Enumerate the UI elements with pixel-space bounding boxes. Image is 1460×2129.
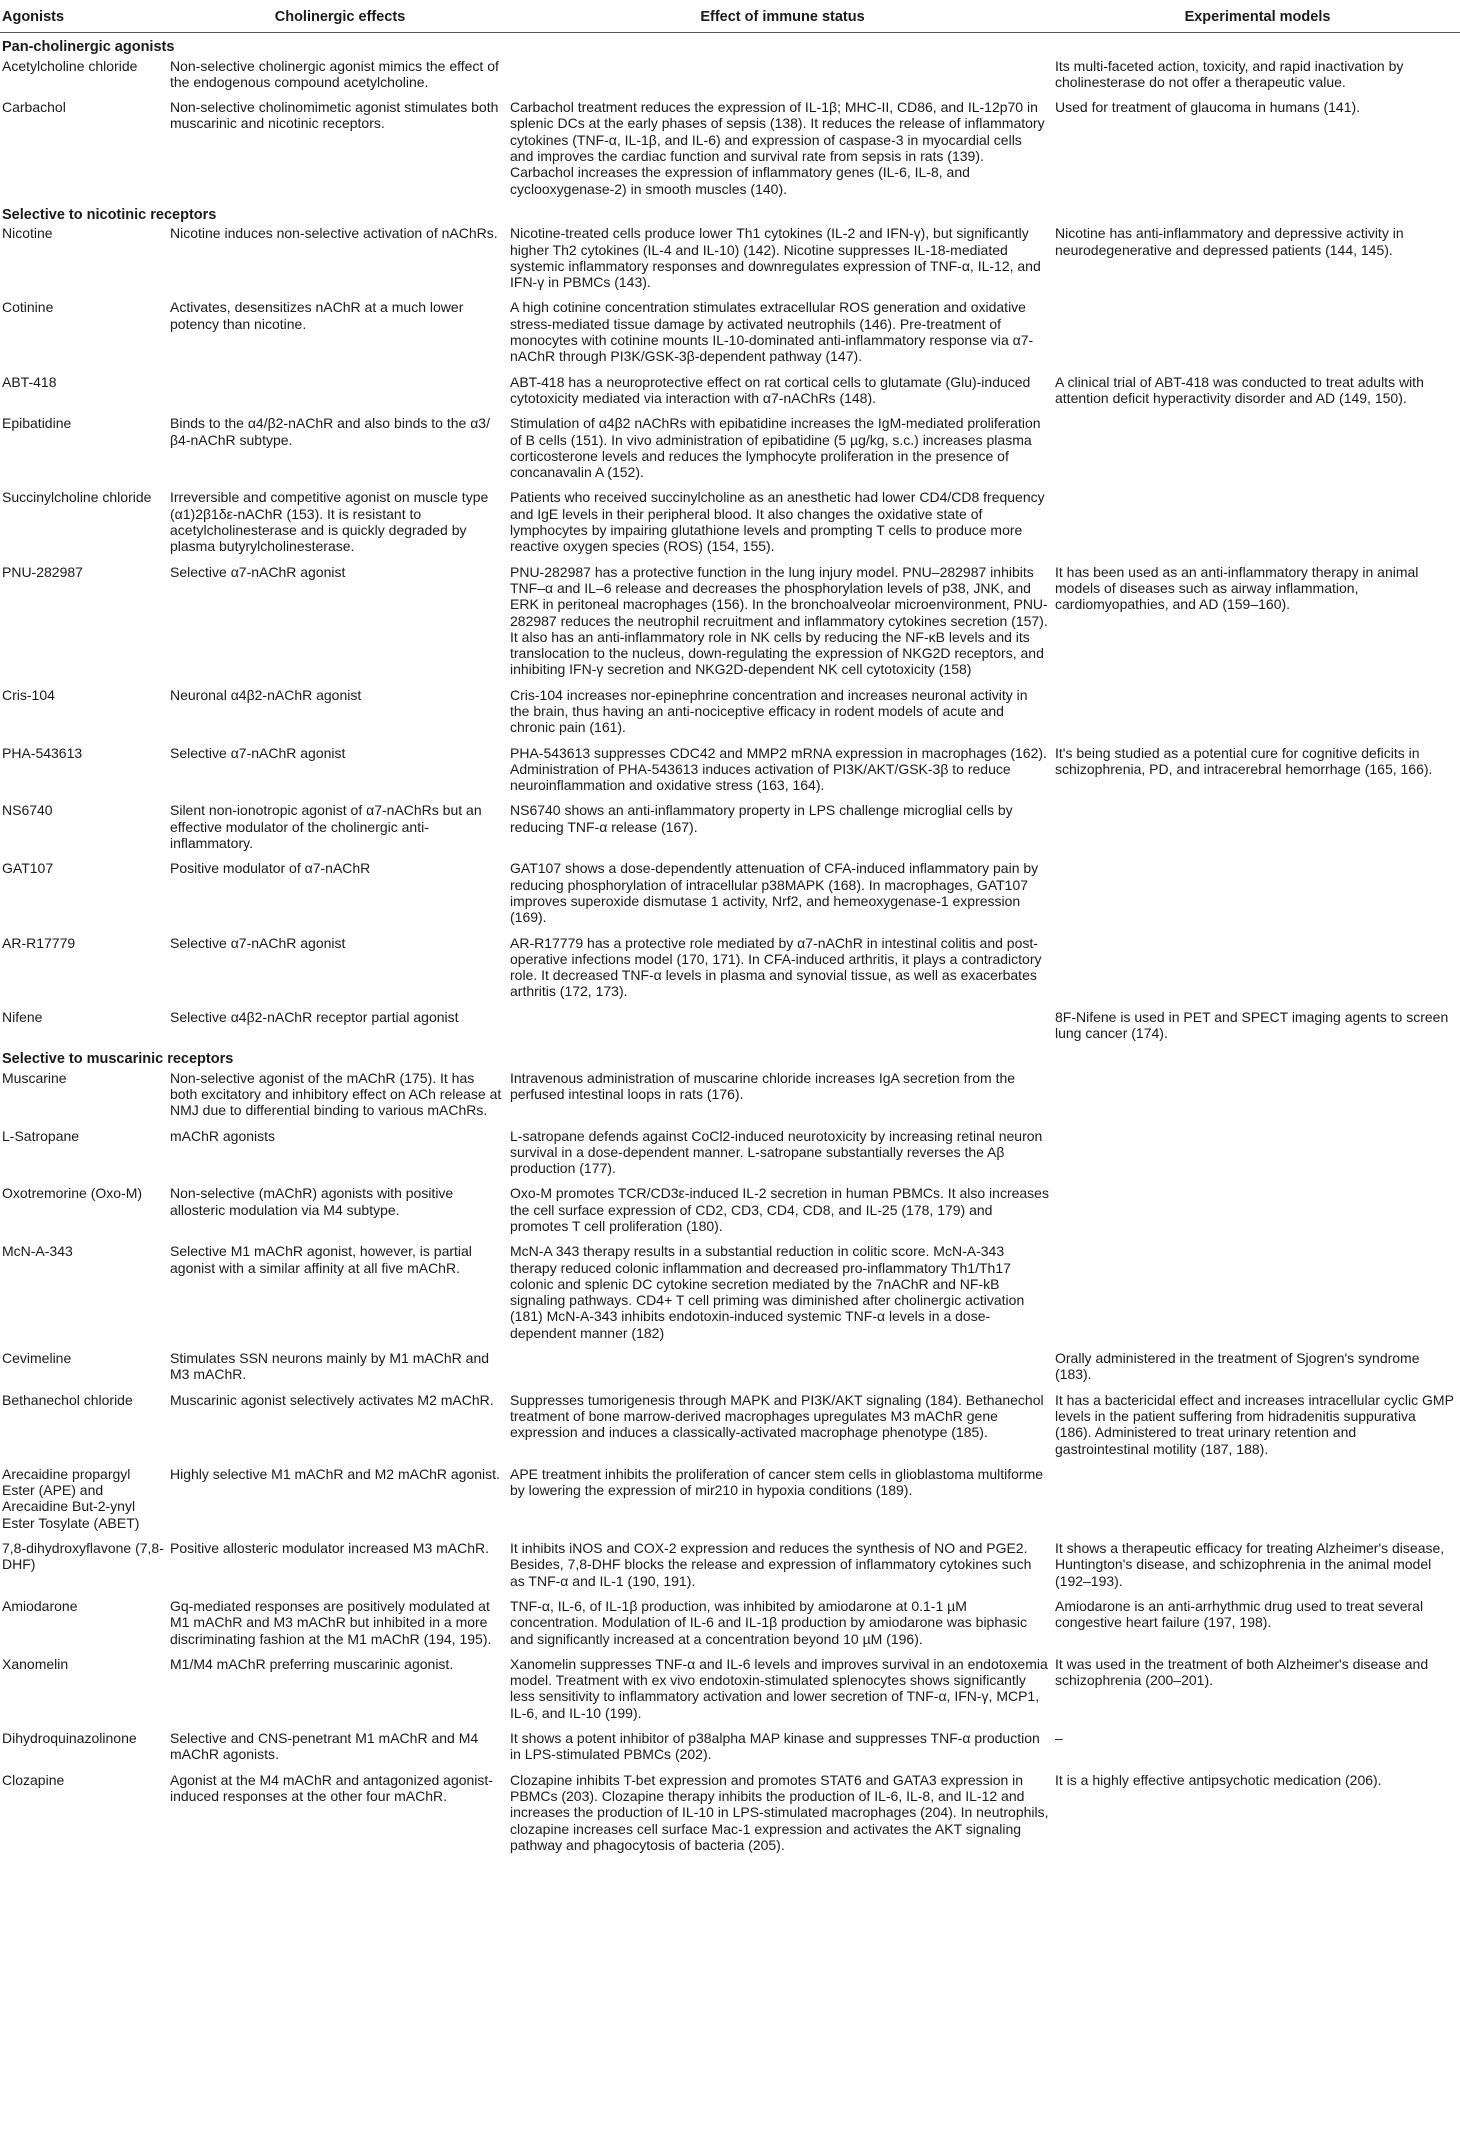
experimental-model-cell: It's being studied as a potential cure for cognitive deficits in schizophrenia, PD, and intracerebral hemorrhage (165, 166). (1055, 744, 1433, 777)
table-row (0, 1348, 1460, 1390)
cholinergic-effect-cell: Muscarinic agonist selectively activates M2 mAChR. (170, 1391, 494, 1408)
table-row (0, 1654, 1460, 1728)
table-row (0, 858, 1460, 932)
experimental-model-cell (1055, 933, 1460, 1007)
immune-effect-cell: Oxo-M promotes TCR/CD3ε-induced IL-2 secretion in human PBMCs. It also increases the cell surface expression of CD2, CD3, CD4, CD8, and IL-25 (178, 179) and promotes T cell proliferation (180). (510, 1185, 1049, 1234)
immune-effect-cell (510, 1348, 1055, 1390)
agonist-cell: Oxotremorine (Oxo-M) (2, 1185, 143, 1202)
immune-effect-cell: It inhibits iNOS and COX-2 expression and reduces the synthesis of NO and PGE2. Besides, 7,8-DHF blocks the release and expression of inflammatory cytokines such as TNF-α and IL-1 (190, 191). (510, 1540, 1032, 1589)
immune-effect-cell: Cris-104 increases nor-epinephrine concentration and increases neuronal activity in the brain, thus having an anti-nociceptive efficacy in rodent models of acute and chronic pain (161). (510, 686, 1028, 736)
immune-effect-cell: Xanomelin suppresses TNF-α and IL-6 levels and improves survival in an endotoxemia model. Treatment with ex vivo endotoxin-stimulated splenocytes shows significantly less sensitivity to inflammatory activation and lower secretion of TNF-α, IFN-γ, MCP1, IL-6, and IL-10 (199). (510, 1655, 1048, 1721)
table-row (0, 1126, 1460, 1184)
immune-effect-cell: Nicotine-treated cells produce lower Th1 cytokines (IL-2 and IFN-γ), but significantly higher Th2 cytokines (IL-4 and IL-10) (142). Nicotine suppresses IL-18-mediated systemic inflammatory responses and downregulates expression of TNF-α, IL-12, and IFN-γ in PBMCs (143). (510, 225, 1041, 291)
experimental-model-cell: Used for treatment of glaucoma in humans (141). (1055, 99, 1361, 116)
immune-effect-cell: TNF-α, IL-6, of IL-1β production, was inhibited by amiodarone at 0.1-1 µM concentration. Modulation of IL-6 and IL-1β production by amiodarone was biphasic and significantly increased at a concentration beyond 10 µM (196). (510, 1597, 1028, 1647)
cholinergic-effect-cell: Selective α7-nAChR agonist (170, 934, 346, 951)
immune-effect-cell: Carbachol treatment reduces the expression of IL-1β; MHC-II, CD86, and IL-12p70 in splenic DCs at the early phases of sepsis (138). It reduces the release of inflammatory cytokines (TNF-α, IL-1β, and IL-6) and expression of caspase-3 in myocardial cells and improves the cardiac function and survival rate from sepsis in rats (139). Carbachol increases the expression of inflammatory genes (IL-6, IL-8, and cyclooxygenase-2) in smooth muscles (140). (510, 99, 1045, 197)
experimental-model-cell: It has a bactericidal effect and increases intracellular cyclic GMP levels in the patient suffering from hidradenitis suppurativa (186). Administered to treat urinary retention and gastrointestinal motility (187, 188). (1055, 1391, 1454, 1457)
immune-effect-cell: A high cotinine concentration stimulates extracellular ROS generation and oxidative stress-mediated tissue damage by activated neutrophils (146). Pre-treatment of monocytes with cotinine mounts IL-10-dominated anti-inflammatory response via α7-nAChR through PI3K/GSK-3β-dependent pathway (147). (510, 299, 1034, 365)
immune-effect-cell: APE treatment inhibits the proliferation of cancer stem cells in glioblastoma multiforme by lowering the expression of mir210 in hypoxia conditions (189). (510, 1465, 1044, 1499)
agonist-cell: Arecaidine propargyl Ester (APE) and Arecaidine But-2-ynyl Ester Tosylate (ABET) (2, 1465, 140, 1531)
cholinergic-effect-cell: Positive modulator of α7-nAChR (170, 860, 371, 877)
section-header-row (0, 204, 1460, 223)
agonist-cell: PNU-282987 (2, 563, 83, 580)
table-row (0, 1183, 1460, 1241)
table-row (0, 297, 1460, 371)
header-immune-status: Effect of immune status (510, 0, 1055, 33)
agonist-cell: Xanomelin (2, 1655, 69, 1672)
table-row (0, 1390, 1460, 1464)
immune-effect-cell: AR-R17779 has a protective role mediated by α7-nAChR in intestinal colitis and post-operative infections model (170, 171). In CFA-induced arthritis, it plays a contradictory role. It decreased TNF-α levels in plasma and synovial tissue, as well as exacerbates arthritis (172, 173). (510, 934, 1042, 1000)
immune-effect-cell: NS6740 shows an anti-inflammatory property in LPS challenge microglial cells by reducing TNF-α release (167). (510, 802, 1013, 835)
experimental-model-cell (1055, 685, 1460, 743)
experimental-model-cell (1055, 413, 1460, 487)
agonist-cell: L-Satropane (2, 1127, 80, 1144)
cholinergic-effect-cell: Activates, desensitizes nAChR at a much lower potency than nicotine. (170, 299, 464, 332)
agonist-cell: PHA-543613 (2, 744, 83, 761)
agonist-cell: Carbachol (2, 99, 66, 116)
immune-effect-cell: PNU-282987 has a protective function in the lung injury model. PNU–282987 inhibits TNF–α and IL–6 release and decreases the phosphorylation levels of p38, JNK, and ERK in peritoneal macrophages (156). In the bronchoalveolar microenvironment, PNU-282987 reduces the neutrophil recruitment and inflammatory cytokines secretion (157). It also has an anti-inflammatory role in NK cells by reducing the NF-κB levels and its translocation to the nucleus, down-regulating the expression of NKG2D receptors, and inhibiting IFN-γ secretion and NKG2D-dependent NK cell cytotoxicity (158) (510, 563, 1048, 678)
experimental-model-cell: It has been used as an anti-inflammatory therapy in animal models of diseases such as airway inflammation, cardiomyopathies, and AD (159–160). (1055, 563, 1419, 613)
agonist-cell: GAT107 (2, 860, 54, 877)
agonist-cell: Dihydroquinazolinone (2, 1730, 137, 1747)
section-header-row (0, 1048, 1460, 1067)
cholinergic-effect-cell: Silent non-ionotropic agonist of α7-nAChRs but an effective modulator of the cholinergic anti-inflammatory. (170, 802, 482, 852)
immune-effect-cell: ABT-418 has a neuroprotective effect on rat cortical cells to glutamate (Glu)-induced cytotoxicity mediated via interaction with α7-nAChRs (148). (510, 373, 1031, 406)
immune-effect-cell: Patients who received succinylcholine as an anesthetic had lower CD4/CD8 frequency and IgE levels in their peripheral blood. It also changes the oxidative state of lymphocytes by impairing glutathione levels and prompting T cells to produce more reactive oxygen species (ROS) (154, 155). (510, 489, 1045, 555)
agonist-cell: Acetylcholine chloride (2, 57, 138, 74)
cholinergic-effect-cell: Non-selective cholinergic agonist mimics the effect of the endogenous compound acetylcholine. (170, 57, 499, 90)
agonist-cell: 7,8-dihydroxyflavone (7,8-DHF) (2, 1540, 164, 1573)
table-row (0, 1770, 1460, 1860)
immune-effect-cell: It shows a potent inhibitor of p38alpha MAP kinase and suppresses TNF-α production in LPS-stimulated PBMCs (202). (510, 1730, 1040, 1763)
agonist-cell: Cevimeline (2, 1350, 72, 1367)
table-row (0, 56, 1460, 98)
immune-effect-cell (510, 1007, 1055, 1049)
table-row (0, 562, 1460, 685)
cholinergic-effect-cell: mAChR agonists (170, 1127, 276, 1144)
table-row (0, 487, 1460, 561)
experimental-model-cell (1055, 1464, 1460, 1538)
cholinergic-effect-cell: Binds to the α4/β2-nAChR and also binds to the α3/β4-nAChR subtype. (170, 415, 490, 448)
agonist-cell: ABT-418 (2, 373, 57, 390)
agonist-cell: Succinylcholine chloride (2, 489, 152, 506)
cholinergic-effect-cell: Positive allosteric modulator increased M3 mAChR. (170, 1540, 490, 1557)
experimental-model-cell (1055, 1241, 1460, 1348)
experimental-model-cell: Orally administered in the treatment of Sjogren's syndrome (183). (1055, 1350, 1420, 1383)
agonist-cell: Clozapine (2, 1771, 65, 1788)
immune-effect-cell: L-satropane defends against CoCl2-induced neurotoxicity by increasing retinal neuron survival in a dose-dependent manner. L-satropane substantially reverses the Aβ production (177). (510, 1127, 1043, 1177)
section-title: Pan-cholinergic agonists (0, 33, 1460, 56)
cholinergic-effect-cell: Non-selective cholinomimetic agonist stimulates both muscarinic and nicotinic receptors. (170, 99, 499, 132)
table-row (0, 1241, 1460, 1348)
experimental-model-cell (1055, 1068, 1460, 1126)
experimental-model-cell (1055, 858, 1460, 932)
immune-effect-cell: McN-A 343 therapy results in a substantial reduction in colitic score. McN-A-343 therapy reduced colonic inflammation and decreased pro-inflammatory Th1/Th17 colonic and splenic DC cytokine secretion mediated by the 7nAChR and NF-kB signaling pathways. CD4+ T cell priming was diminished after cholinergic activation (181) McN-A-343 inhibits endotoxin-induced systemic TNF-α levels in a dose-dependent manner (182) (510, 1243, 1025, 1341)
immune-effect-cell: PHA-543613 suppresses CDC42 and MMP2 mRNA expression in macrophages (162). Administration of PHA-543613 induces activation of PI3K/AKT/GSK-3β to reduce neuroinflammation and oxidative stress (163, 164). (510, 744, 1047, 794)
cholinergic-effect-cell: Nicotine induces non-selective activation of nAChRs. (170, 225, 498, 242)
cholinergic-effect-cell: M1/M4 mAChR preferring muscarinic agonist. (170, 1655, 454, 1672)
table-row (0, 933, 1460, 1007)
agonist-cell: Amiodarone (2, 1597, 78, 1614)
experimental-model-cell (1055, 800, 1460, 858)
experimental-model-cell: – (1055, 1730, 1063, 1747)
immune-effect-cell: Clozapine inhibits T-bet expression and promotes STAT6 and GATA3 expression in PBMCs (203). Clozapine therapy inhibits the production of IL-6, IL-8, and IL-12 and increases the production of IL-10 in LPS-stimulated macrophages (204). In neutrophils, clozapine increases cell surface Mac-1 expression and activates the AKT signaling pathway and phagocytosis of bacteria (205). (510, 1771, 1049, 1853)
table-row (0, 1007, 1460, 1049)
experimental-model-cell (1055, 297, 1460, 371)
agonist-cell: NS6740 (2, 802, 53, 819)
cholinergic-effect-cell: Selective α7-nAChR agonist (170, 744, 346, 761)
agonist-cell: Muscarine (2, 1069, 67, 1086)
experimental-model-cell: Its multi-faceted action, toxicity, and rapid inactivation by cholinesterase do not offer a therapeutic value. (1055, 57, 1404, 90)
immune-effect-cell (510, 56, 1055, 98)
cholinergic-effect-cell (170, 372, 510, 414)
experimental-model-cell (1055, 1126, 1460, 1184)
table-row (0, 1538, 1460, 1596)
table-header-row (0, 0, 1460, 33)
agonist-cell: McN-A-343 (2, 1243, 73, 1260)
agonist-cell: Cris-104 (2, 686, 55, 703)
agonist-cell: Nifene (2, 1008, 43, 1025)
agonist-cell: AR-R17779 (2, 934, 76, 951)
agonist-cell: Epibatidine (2, 415, 72, 432)
table-row (0, 800, 1460, 858)
header-cholinergic-effects: Cholinergic effects (170, 0, 510, 33)
cholinergic-effect-cell: Highly selective M1 mAChR and M2 mAChR agonist. (170, 1465, 500, 1482)
cholinergic-effect-cell: Neuronal α4β2-nAChR agonist (170, 686, 362, 703)
table-row (0, 413, 1460, 487)
immune-effect-cell: GAT107 shows a dose-dependently attenuation of CFA-induced inflammatory pain by reducing phosphorylation of intracellular p38MAPK (168). In macrophages, GAT107 improves superoxide dismutase 1 activity, Nrf2, and hemeoxygenase-1 expression (169). (510, 860, 1039, 926)
table-row (0, 685, 1460, 743)
table-row (0, 1728, 1460, 1770)
cholinergic-effect-cell: Selective and CNS-penetrant M1 mAChR and M4 mAChR agonists. (170, 1730, 479, 1763)
experimental-model-cell: It is a highly effective antipsychotic medication (206). (1055, 1771, 1382, 1788)
experimental-model-cell: It shows a therapeutic efficacy for treating Alzheimer's disease, Huntington's disease, and schizophrenia in the animal model (192–193). (1055, 1540, 1445, 1589)
experimental-model-cell: It was used in the treatment of both Alzheimer's disease and schizophrenia (200–201). (1055, 1655, 1429, 1689)
table-row (0, 1596, 1460, 1654)
header-agonists: Agonists (0, 0, 170, 33)
table-row (0, 223, 1460, 297)
experimental-model-cell (1055, 487, 1460, 561)
table-row (0, 97, 1460, 204)
table-row (0, 743, 1460, 801)
immune-effect-cell: Intravenous administration of muscarine chloride increases IgA secretion from the perfused intestinal loops in rats (176). (510, 1069, 1016, 1102)
header-experimental-models: Experimental models (1055, 0, 1460, 33)
section-title: Selective to muscarinic receptors (2, 1051, 234, 1068)
experimental-model-cell: Amiodarone is an anti-arrhythmic drug used to treat several congestive heart failure (197, 198). (1055, 1597, 1424, 1631)
experimental-model-cell: 8F-Nifene is used in PET and SPECT imaging agents to screen lung cancer (174). (1055, 1008, 1449, 1042)
section-header-row (0, 33, 1460, 56)
cholinergic-effect-cell: Non-selective (mAChR) agonists with positive allosteric modulation via M4 subtype. (170, 1185, 454, 1218)
table-row (0, 1464, 1460, 1538)
experimental-model-cell: A clinical trial of ABT-418 was conducted to treat adults with attention deficit hyperactivity disorder and AD (149, 150). (1055, 373, 1424, 406)
cholinergic-effect-cell: Gq-mediated responses are positively modulated at M1 mAChR and M3 mAChR but inhibited in a more discriminating fashion at the M1 mAChR (194, 195). (170, 1597, 492, 1647)
cholinergic-effect-cell: Non-selective agonist of the mAChR (175). It has both excitatory and inhibitory effect on ACh release at NMJ due to differential binding to various mAChRs. (170, 1069, 502, 1119)
cholinergic-effect-cell: Selective M1 mAChR agonist, however, is partial agonist with a similar affinity at all five mAChR. (170, 1243, 472, 1276)
table-body (0, 33, 1460, 1860)
immune-effect-cell: Stimulation of α4β2 nAChRs with epibatidine increases the IgM-mediated proliferation of B cells (151). In vivo administration of epibatidine (5 µg/kg, s.c.) increases plasma corticosterone levels and reduces the lymphocyte proliferation in the presence of concanavalin A (152). (510, 415, 1041, 481)
section-title: Selective to nicotinic receptors (2, 206, 217, 223)
immune-effect-cell: Suppresses tumorigenesis through MAPK and PI3K/AKT signaling (184). Bethanechol treatment of bone marrow-derived macrophages upregulates M3 mAChR gene expression and induces a classically-activated macrophage phenotype (185). (510, 1391, 1044, 1441)
table-row (0, 1068, 1460, 1126)
table-row (0, 372, 1460, 414)
cholinergic-effect-cell: Stimulates SSN neurons mainly by M1 mAChR and M3 mAChR. (170, 1350, 490, 1383)
experimental-model-cell: Nicotine has anti-inflammatory and depressive activity in neurodegenerative and depressed patients (144, 145). (1055, 225, 1404, 258)
cholinergic-effect-cell: Irreversible and competitive agonist on muscle type (α1)2β1δε-nAChR (153). It is resistant to acetylcholinesterase and is quickly degraded by plasma butyrylcholinesterase. (170, 489, 489, 555)
agonist-cell: Nicotine (2, 225, 53, 242)
cholinergic-effect-cell: Agonist at the M4 mAChR and antagonized agonist-induced responses at the other four mAChR. (170, 1771, 493, 1804)
agonist-cell: Cotinine (2, 299, 54, 316)
cholinergic-effect-cell: Selective α4β2-nAChR receptor partial agonist (170, 1008, 459, 1025)
cholinergic-effect-cell: Selective α7-nAChR agonist (170, 563, 346, 580)
agonist-cell: Bethanechol chloride (2, 1391, 133, 1408)
experimental-model-cell (1055, 1183, 1460, 1241)
